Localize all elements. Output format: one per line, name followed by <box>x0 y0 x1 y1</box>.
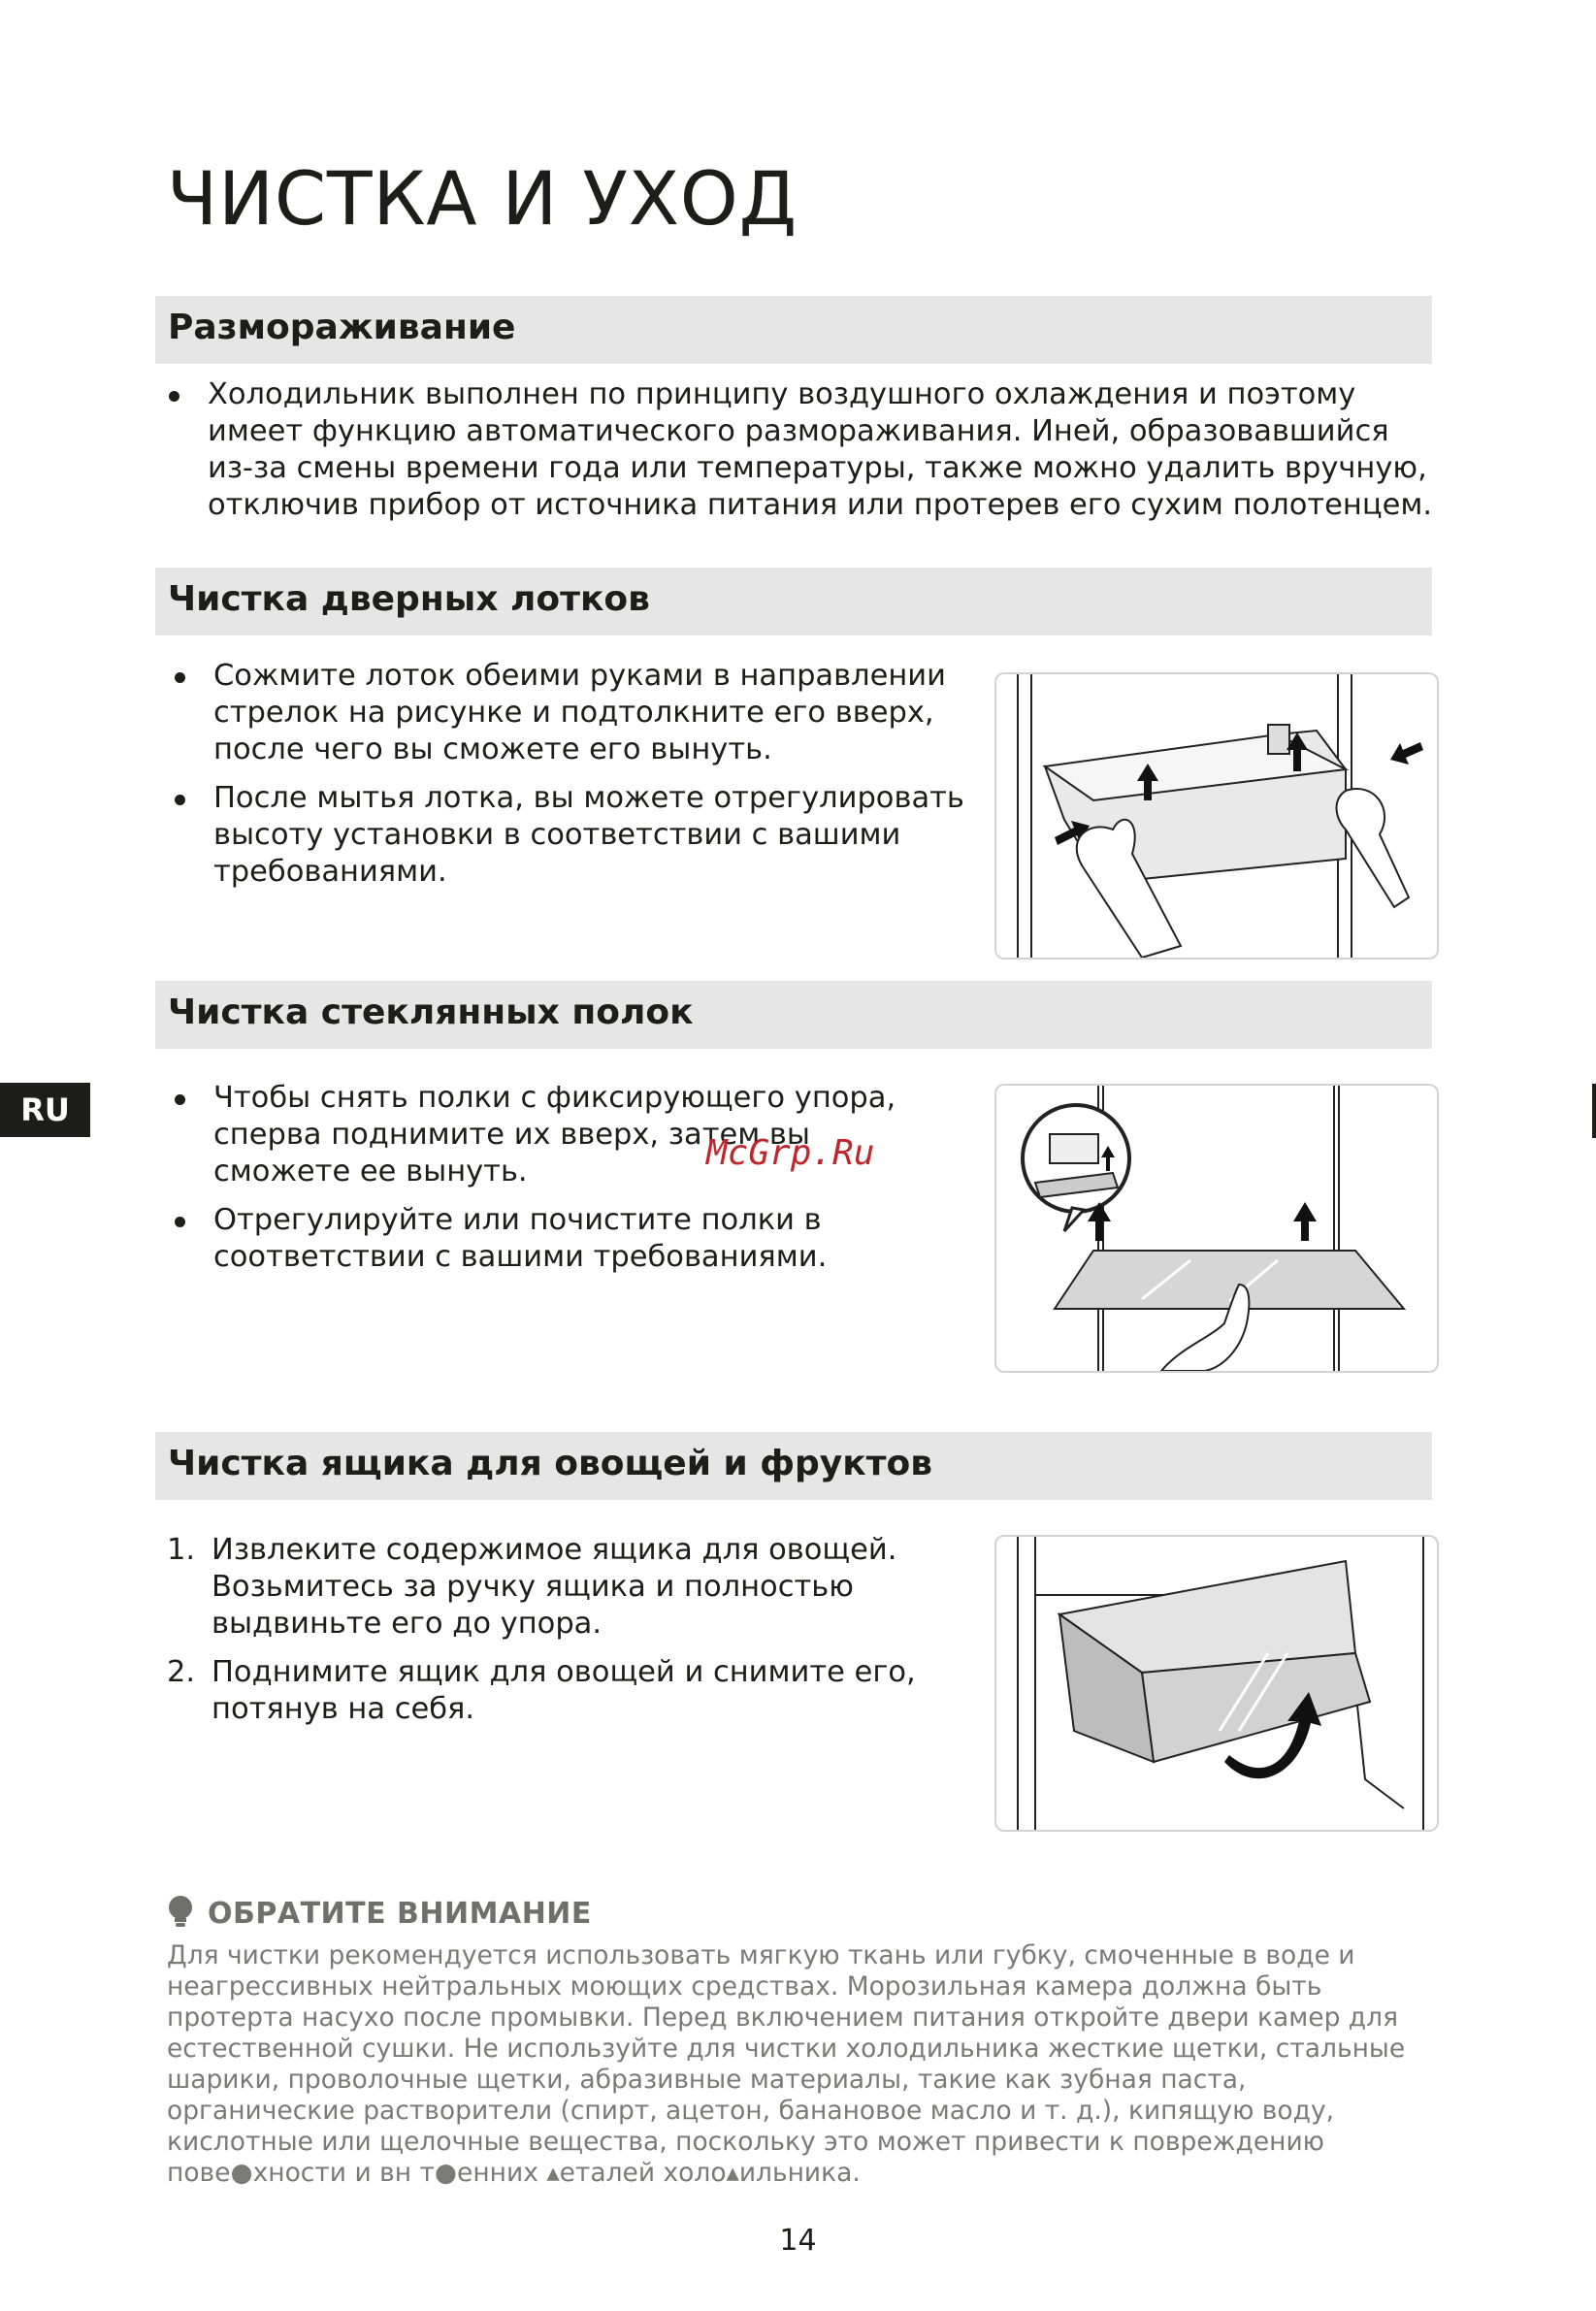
list-item: Отрегулируйте или почистите полки в соответствии с вашими требованиями. <box>167 1202 943 1276</box>
step-number: 2. <box>167 1655 196 1689</box>
list-item: Сожмите лоток обеими руками в направлении стрелок на рисунке и подтолкните его вверх, после чего вы сможете его вынуть. <box>167 658 992 768</box>
step-text: Извлеките содержимое ящика для овощей. Возьмитесь за ручку ящика и полностью выдвиньте его до упора. <box>212 1533 897 1641</box>
list-item: Чтобы снять полки с фиксирующего упора, сперва поднимите их вверх, затем вы сможете ее вынуть. <box>167 1080 943 1190</box>
door-tray-illustration <box>994 672 1439 960</box>
list-item <box>167 1532 943 1643</box>
glass-shelf-illustration <box>994 1084 1439 1373</box>
list-item: Холодильник выполнен по принципу воздушного охлаждения и поэтому имеет функцию автоматического размораживания. Иней, образовавшийся из-за смены времени года или температуры, также можно удалить вручную, отключив прибор от источника питания или протерев его сухим полотенцем. <box>161 376 1442 524</box>
crisper-steps <box>167 1532 943 1740</box>
note-title: ОБРАТИТЕ ВНИМАНИЕ <box>208 1896 592 1931</box>
page-title: ЧИСТКА И УХОД <box>167 155 798 242</box>
section-title: Чистка ящика для овощей и фруктов <box>168 1444 933 1483</box>
glass-shelves-list <box>167 1080 943 1287</box>
note-header <box>167 1894 592 1933</box>
section-header-door-trays <box>155 568 1432 635</box>
section-header-glass-shelves <box>155 981 1432 1049</box>
edge-marker <box>1592 1084 1596 1138</box>
section-title: Чистка стеклянных полок <box>168 993 694 1032</box>
section-header-defrost <box>155 296 1432 364</box>
watermark: McGrp.Ru <box>706 1133 875 1173</box>
section-title: Чистка дверных лотков <box>168 579 650 619</box>
list-item <box>167 1654 943 1728</box>
note-text: Для чистки рекомендуется использовать мягкую ткань или губку, смоченные в воде и неагрессивных нейтральных моющих средствах. Морозильная камера должна быть протерта насухо после промывки. Перед включением питания откройте двери камер для естественной сушки. Не используйте для чистки холодильника жесткие щетки, стальные шарики, проволочные щетки, абразивные материалы, такие как зубная паста, органические растворители (спирт, ацетон, банановое масло и т. д.), кипящую воду, кислотные или щелочные вещества, поскольку это может привести к повреждению пове●хности и вн т●енних ▴еталей холо▴ильника. <box>167 1940 1406 2188</box>
crisper-drawer-illustration <box>994 1535 1439 1832</box>
step-text: Поднимите ящик для овощей и снимите его, потянув на себя. <box>212 1655 916 1726</box>
door-trays-list <box>167 658 992 902</box>
list-item: После мытья лотка, вы можете отрегулировать высоту установки в соответствии с вашими требованиями. <box>167 780 992 891</box>
language-tab: RU <box>0 1083 90 1137</box>
page-number: 14 <box>779 2224 817 2258</box>
defrost-list <box>161 376 1442 536</box>
step-number: 1. <box>167 1533 196 1567</box>
section-header-crisper <box>155 1432 1432 1500</box>
lightbulb-icon <box>167 1895 194 1932</box>
section-title: Размораживание <box>168 308 516 347</box>
